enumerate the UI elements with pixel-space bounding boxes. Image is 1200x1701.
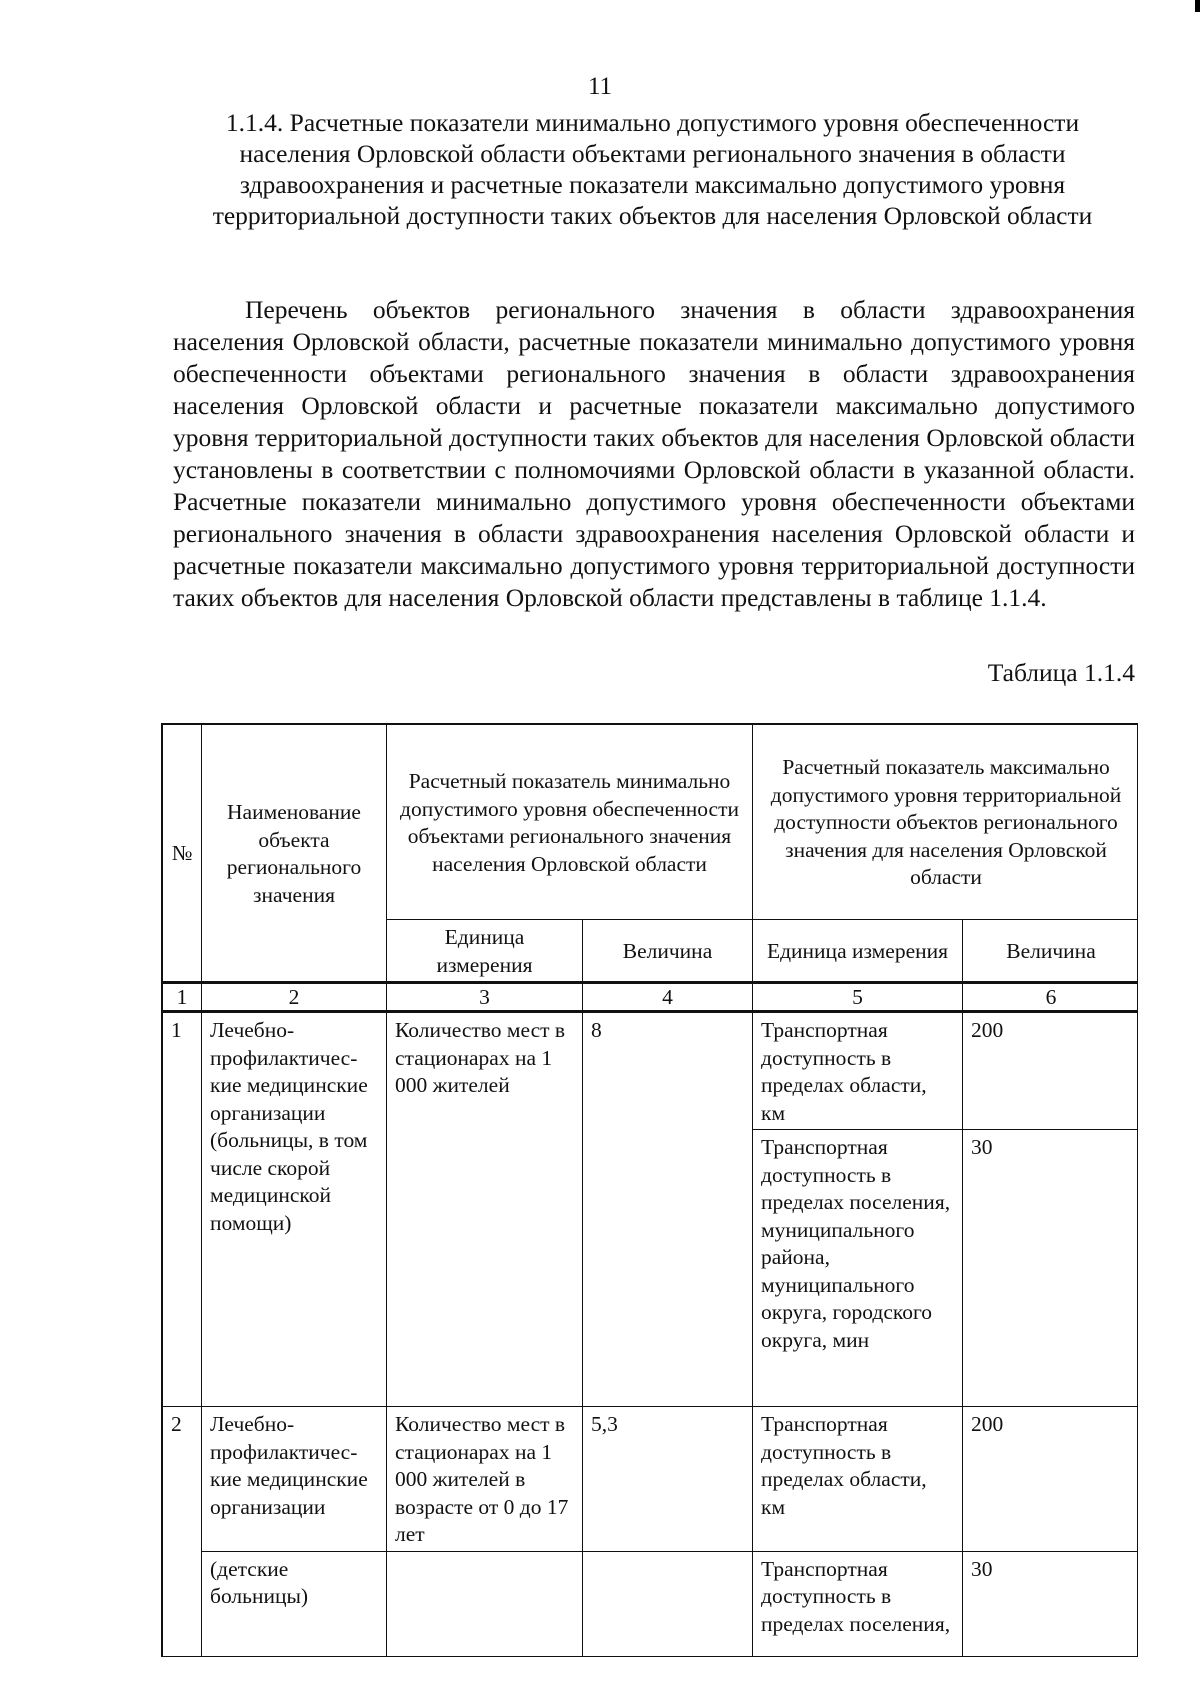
column-number: 5 [753,983,963,1012]
heading-line: территориальной доступности таких объектов для населения Орловской области [212,201,1093,230]
header-group-max: Расчетный показатель максимально допустимого уровня территориальной доступности объектов регионального значения для населения Орловской области [753,725,1139,920]
unit-min-cell: Количество мест в стационарах на 1 000 жителей в возрасте от 0 до 17 лет [387,1407,583,1552]
object-name: Лечебно-профилактичес-кие медицинские организации [202,1407,387,1552]
access-unit-cell: Транспортная доступность в пределах поселения, муниципального района, муниципального округа, городского округа, мин [753,1130,963,1407]
body-paragraph: Перечень объектов регионального значения в области здравоохранения населения Орловской области, расчетные показатели минимально допустимого уровня обеспеченности объектами регионального значения в области здравоохранения населения Орловской области и расчетные показатели максимально допустимого уровня территориальной доступности таких объектов для населения Орловской области установлены в соответствии с полномочиями Орловской области в указанной области. Расчетные показатели минимально допустимого уровня обеспеченности объектами регионального значения в области здравоохранения населения Орловской области и расчетные показатели максимально допустимого уровня территориальной доступности таких объектов для населения Орловской области представлены в таблице 1.1.4. [173,294,1135,612]
access-value-cell: 200 [963,1012,1139,1130]
heading-line: 1.1.4. Расчетные показатели минимально допустимого уровня обеспеченности [225,108,1080,137]
access-unit-cell: Транспортная доступность в пределах поселения, [753,1551,963,1657]
access-value-cell: 30 [963,1130,1139,1407]
header-group-min: Расчетный показатель минимально допустимого уровня обеспеченности объектами регионального значения населения Орловской области [387,725,753,920]
scan-edge-mark [1195,0,1200,12]
value-min-cell: 5,3 [583,1407,753,1552]
unit-min-cell-empty [387,1551,583,1657]
column-number: 6 [963,983,1139,1012]
object-name: Лечебно-профилактичес-кие медицинские организации (больницы, в том числе скорой медицинской помощи) [202,1012,387,1407]
header-name: Наименование объекта регионального значения [202,725,387,983]
unit-min-cell: Количество мест в стационарах на 1 000 жителей [387,1012,583,1407]
access-unit-cell: Транспортная доступность в пределах области, км [753,1407,963,1552]
header-unit-max: Единица измерения [753,920,963,983]
row-number-continued [163,1551,202,1657]
access-value-cell: 30 [963,1551,1139,1657]
value-min-cell-empty [583,1551,753,1657]
column-number: 3 [387,983,583,1012]
table-row [163,1407,1139,1552]
value-min-cell: 8 [583,1012,753,1407]
access-unit-cell: Транспортная доступность в пределах области, км [753,1012,963,1130]
table-container [161,723,1138,1657]
section-heading [165,107,1140,231]
row-number: 1 [163,1012,202,1407]
heading-line: здравоохранения и расчетные показатели максимально допустимого уровня [239,170,1066,199]
header-unit-min: Единица измерения [387,920,583,983]
header-value-min: Величина [583,920,753,983]
table-header-row [163,725,1139,920]
column-number-row [163,983,1139,1012]
header-value-max: Величина [963,920,1139,983]
access-value-cell: 200 [963,1407,1139,1552]
header-number: № [163,725,202,983]
object-name: (детские больницы) [202,1551,387,1657]
page-number: 11 [587,73,613,100]
row-number: 2 [163,1407,202,1552]
column-number: 2 [202,983,387,1012]
table-caption: Таблица 1.1.4 [987,658,1135,687]
table-row [163,1551,1139,1657]
column-number: 1 [163,983,202,1012]
norms-table [162,724,1138,1657]
heading-line: населения Орловской области объектами регионального значения в области [239,139,1066,168]
column-number: 4 [583,983,753,1012]
table-row [163,1012,1139,1130]
